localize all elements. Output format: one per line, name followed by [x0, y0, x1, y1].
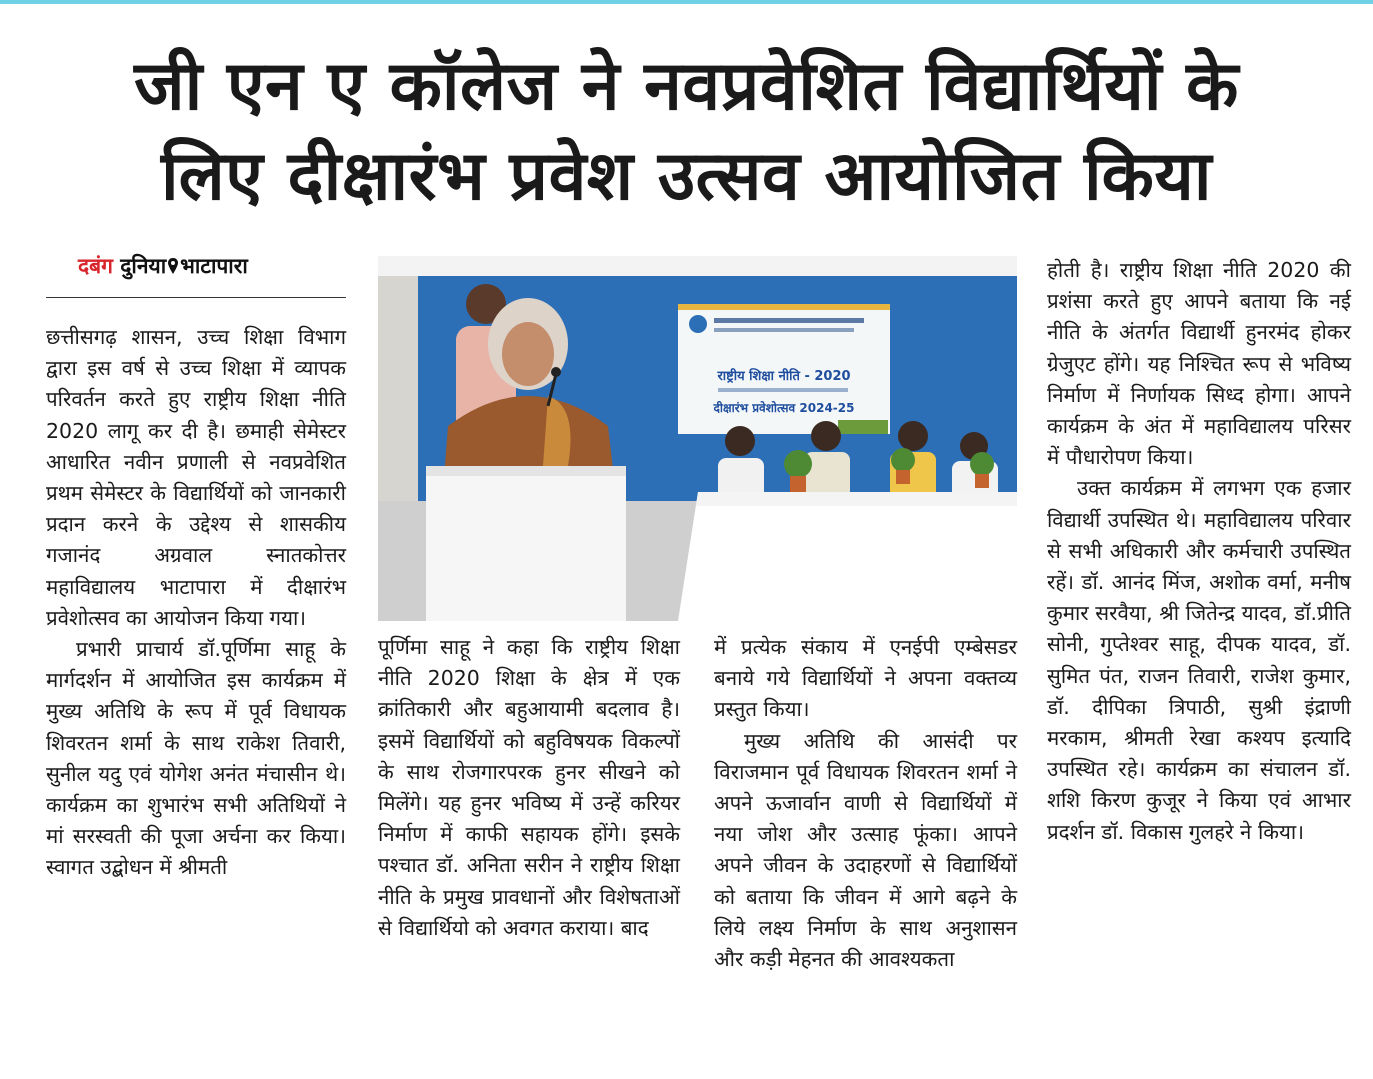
col4-paragraph-2: उक्त कार्यक्रम में लगभग एक हजार विद्यार्थी उपस्थित थे। महाविद्यालय परिवार से सभी अधिकारी और कर्मचारी उपस्थित रहें। डॉ. आनंद मिंज, अशोक वर्मा, मनीष कुमार सरवैया, श्री जितेन्द्र यादव, डॉ.प्रीति सोनी, गुप्तेश्वर साहू, दीपक यादव, डॉ. सुमित पंत, राजन तिवारी, राजेश कुमार, डॉ. दीपिका त्रिपाठी, सुश्री इंद्राणी मरकाम, श्रीमती रेखा कश्यप इत्यादि उपस्थित रहे। कार्यक्रम का संचालन डॉ. शशि किरण कुजूर ने किया एवं आभार प्रदर्शन डॉ. विकास गुलहरे ने किया। — [1047, 476, 1351, 844]
event-photo-illustration — [378, 256, 1017, 621]
headline-line-2: लिए दीक्षारंभ प्रवेश उत्सव आयोजित किया — [161, 137, 1212, 216]
event-banner — [678, 304, 890, 434]
article-column-2 — [378, 632, 680, 944]
col1-paragraph-2: प्रभारी प्राचार्य डॉ.पूर्णिमा साहू के मार्गदर्शन में आयोजित इस कार्यक्रम में मुख्य अतिथि के रूप में पूर्व विधायक शिवरतन शर्मा के साथ राकेश तिवारी, सुनील यदु एवं योगेश अनंत मंचासीन थे। कार्यक्रम का शुभारंभ सभी अतिथियों ने मां सरस्वती की पूजा अर्चना कर किया। स्वागत उद्बोधन में श्रीमती — [46, 637, 346, 880]
col2-paragraph-1: पूर्णिमा साहू ने कहा कि राष्ट्रीय शिक्षा नीति 2020 शिक्षा के क्षेत्र में एक क्रांतिकारी और बहुआयामी बदलाव है। इसमें विद्यार्थियों को बहुविषयक विकल्पों के साथ रोजगारपरक हुनर सीखने को मिलेंगे। यह हुनर भविष्य में उन्हें करियर निर्माण में काफी सहायक होंगे। इसके पश्चात डॉ. अनिता सरीन ने राष्ट्रीय शिक्षा नीति के प्रमुख प्रावधानों और विशेषताओं से विद्यार्थियो को अवगत कराया। बाद — [378, 635, 680, 940]
byline-place: भाटापारा — [180, 254, 248, 278]
article-column-3 — [714, 632, 1017, 975]
banner-subtitle: दीक्षारंभ प्रवेशोत्सव 2024-25 — [713, 401, 855, 415]
top-accent-rule — [0, 0, 1373, 4]
podium — [426, 466, 626, 621]
banner-title: राष्ट्रीय शिक्षा नीति - 2020 — [717, 369, 851, 384]
event-photo — [378, 256, 1017, 621]
byline — [78, 252, 248, 280]
byline-divider — [46, 297, 346, 298]
article-column-4 — [1047, 255, 1351, 848]
col3-paragraph-2: मुख्य अतिथि की आसंदी पर विराजमान पूर्व विधायक शिवरतन शर्मा ने अपने ऊजार्वान वाणी से विद्यार्थियों में नया जोश और उत्साह फूंका। आपने अपने जीवन के उदाहरणों से विद्यार्थियों को बताया कि जीवन में आगे बढ़ने के लिये लक्ष्य निर्माण के साथ अनुशासन और कड़ी मेहनत की आवश्यकता — [714, 728, 1017, 972]
col1-paragraph-1: छत्तीसगढ़ शासन, उच्च शिक्षा विभाग द्वारा इस वर्ष से उच्च शिक्षा में व्यापक परिवर्तन करते हुए राष्ट्रीय शिक्षा नीति 2020 लागू कर दी है। छमाही सेमेस्टर आधारित नवीन प्रणाली से नवप्रवेशित प्रथम सेमेस्टर के विद्यार्थियों को जानकारी प्रदान करने के उद्देश्य से शासकीय गजानंद अग्रवाल स्नातकोत्तर महाविद्यालय भाटापारा में दीक्षारंभ प्रवेशोत्सव का आयोजन किया गया। — [46, 325, 346, 630]
article-column-1 — [46, 322, 346, 884]
byline-paper-name: दबंग — [78, 254, 113, 278]
col3-paragraph-1: में प्रत्येक संकाय में एनईपी एम्बेसडर बनाये गये विद्यार्थियों ने अपना वक्तव्य प्रस्तुत किया। — [714, 635, 1017, 722]
col4-paragraph-1: होती है। राष्ट्रीय शिक्षा नीति 2020 की प्रशंसा करते हुए आपने बताया कि नई नीति के अंतर्गत विद्यार्थी हुनरमंद होकर ग्रेजुएट होंगे। यह निश्चित रूप से भविष्य निर्माण में निर्णायक सिध्द होगा। आपने कार्यक्रम के अंत में महाविद्यालय परिसर में पौधारोपण किया। — [1047, 258, 1351, 470]
byline-paper-name-second: दुनिया — [120, 254, 167, 278]
stage-table — [678, 492, 1017, 621]
headline-line-1: जी एन ए कॉलेज ने नवप्रवेशित विद्यार्थियों के — [134, 47, 1239, 126]
headline — [20, 42, 1353, 222]
pin-icon — [168, 255, 178, 271]
